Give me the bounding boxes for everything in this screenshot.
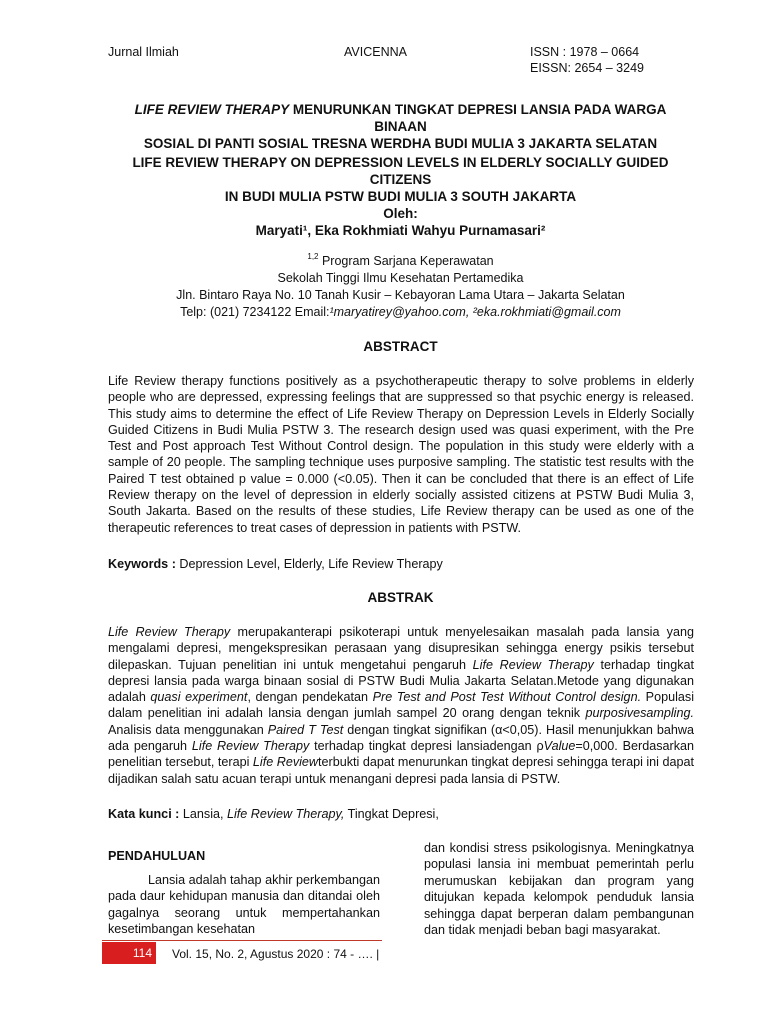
pendahuluan-right-column: dan kondisi stress psikologisnya. Meningkatnya populasi lansia ini membuat pemerintah perlu merumuskan kebijakan dan program yang ditujukan kepada kelompok penduduk lansia sehingga dapat berperan dalam pembangunan dan tidak menjadi beban bagi masyarakat. [424,841,694,938]
abstrak-em-1: Life Review Therapy [108,625,231,639]
volume-info: Vol. 15, No. 2, Agustus 2020 : 74 - …. | [172,947,380,961]
affiliation-line2: Sekolah Tinggi Ilmu Kesehatan Pertamedika [277,271,524,285]
abstrak-em-15: Value [543,739,576,754]
issn: ISSN : 1978 – 0664 [530,45,640,59]
footer-rule [102,940,382,941]
pendahuluan-left-text: Lansia adalah tahap akhir perkembangan pada daur kehidupan manusia dan ditandai oleh gagalnya seorang untuk mempertahankan kesetimbangan kesehatan [108,873,380,937]
abstrak-em-17: Life Review [252,755,319,770]
contact-emails: ¹maryatirey@yahoo.com, ²eka.rokhmiati@gmail.com [329,305,621,319]
pendahuluan-left-column [108,872,380,938]
pendahuluan-heading: PENDAHULUAN [108,849,206,863]
title-line1-rest: MENURUNKAN TINGKAT DEPRESI LANSIA PADA WARGA BINAAN [289,102,667,134]
affiliation-line1: Program Sarjana Keperawatan [318,254,494,268]
keywords [108,556,443,572]
abstrak-text [108,624,694,787]
abstrak-em-5: quasi experiment [150,690,248,705]
kata-kunci-label: Kata kunci : [108,807,180,821]
eissn: EISSN: 2654 – 3249 [530,61,644,75]
abstrak-run-4: terhadap tingkat depresi lansia pada warga binaan sosial di PSTW Budi Mulia Jakarta Selatan.Metode yang digunakan adalah [108,657,694,705]
abstrak-em-3: Life Review Therapy [472,657,594,672]
title-italic: LIFE REVIEW THERAPY [134,102,290,117]
authors-block [108,205,693,239]
author-names: Maryati¹, Eka Rokhmiati Wahyu Purnamasari² [255,223,546,238]
abstrak-run-12: dengan tingkat signifikan (α<0,05). Hasil menunjukkan bahwa ada pengaruh [108,722,695,754]
abstract-text: Life Review therapy functions positively as a psychotherapeutic therapy to solve problems in elderly people who are depressed, expressing feelings that are suppressed so that psychic energy is released. This study aims to determine the effect of Life Review Therapy on Depression Levels in Elderly Socially Guided Citizens in Budi Mulia PSTW 3. The research design used was quasi experiment, with the Pre Test and Post approach Test Without Control design. The population in this study were elderly with a sample of 20 people. The sampling technique uses purposive sampling. The statistic test results with the Paired T test obtained p value = 0.000 (<0.05). Then it can be concluded that there is an effect of Life Review therapy on the level of depression in elderly socially assisted citizens at PSTW Budi Mulia 3, South Jakarta. Based on the results of these studies, Life Review therapy can be used as one of the therapeutic references to treat cases of depression in patients with PSTW. [108,374,694,535]
affiliation-line3: Jln. Bintaro Raya No. 10 Tanah Kusir – Kebayoran Lama Utara – Jakarta Selatan [176,288,625,302]
page-footer [102,940,402,972]
page-number: 114 [102,942,156,964]
keywords-text: Depression Level, Elderly, Life Review Therapy [175,557,443,571]
contact-phone: Telp: (021) 7234122 Email: [180,305,330,319]
kata-kunci-a: Lansia, [179,807,227,821]
abstrak-run-14: terhadap tingkat depresi lansiadengan ρ [309,739,544,754]
affiliation-block [108,253,693,321]
abstrak-run-2: merupakanterapi psikoterapi untuk menyelesaikan masalah pada lansia yang mengalami depresi, mengekspresikan perasaan yang disupresikan sehingga energy psikis tersebut dilepaskan. Tujuan penelitian ini untuk mengetahui pengaruh [108,625,694,672]
kata-kunci [108,806,439,822]
kata-kunci-b: Life Review Therapy, [227,807,345,821]
affiliation-sup: 1,2 [307,252,319,261]
abstrak-run-6: , dengan pendekatan [247,690,373,705]
keywords-label: Keywords : [108,557,176,571]
kata-kunci-c: Tingkat Depresi, [344,807,439,821]
abstrak-run-10: Analisis data menggunakan [108,722,268,737]
abstrak-em-13: Life Review Therapy [191,739,310,754]
title-english [108,154,693,205]
abstrak-heading: ABSTRAK [367,590,434,605]
abstrak-run-18: terbukti dapat menurunkan tingkat depresi sehingga terapi ini dapat dijadikan salah satu acuan terapi untuk menangani depresi pada lansia di PSTW. [108,755,694,786]
title-en-line1: LIFE REVIEW THERAPY ON DEPRESSION LEVELS IN ELDERLY SOCIALLY GUIDED CITIZENS [132,155,669,187]
oleh-label: Oleh: [383,206,418,221]
abstract-heading: ABSTRACT [363,339,438,354]
abstrak-run-8: Populasi dalam penelitian ini adalah lansia dengan jumlah sampel 20 orang dengan teknik [108,690,694,721]
abstrak-em-11: Paired T Test [267,722,344,737]
title-line2: SOSIAL DI PANTI SOSIAL TRESNA WERDHA BUDI MULIA 3 JAKARTA SELATAN [143,136,658,151]
title-en-line2: IN BUDI MULIA PSTW BUDI MULIA 3 SOUTH JAKARTA [224,189,577,204]
journal-title: AVICENNA [344,45,407,59]
abstrak-em-9: purposivesampling. [585,706,694,721]
title-indonesian [108,101,693,152]
issn-block [530,44,644,76]
journal-name: Jurnal Ilmiah [108,45,179,59]
abstrak-em-7: Pre Test and Post Test Without Control design. [372,690,642,705]
abstrak-run-16: =0,000. Berdasarkan penelitian tersebut, terapi [108,739,695,770]
